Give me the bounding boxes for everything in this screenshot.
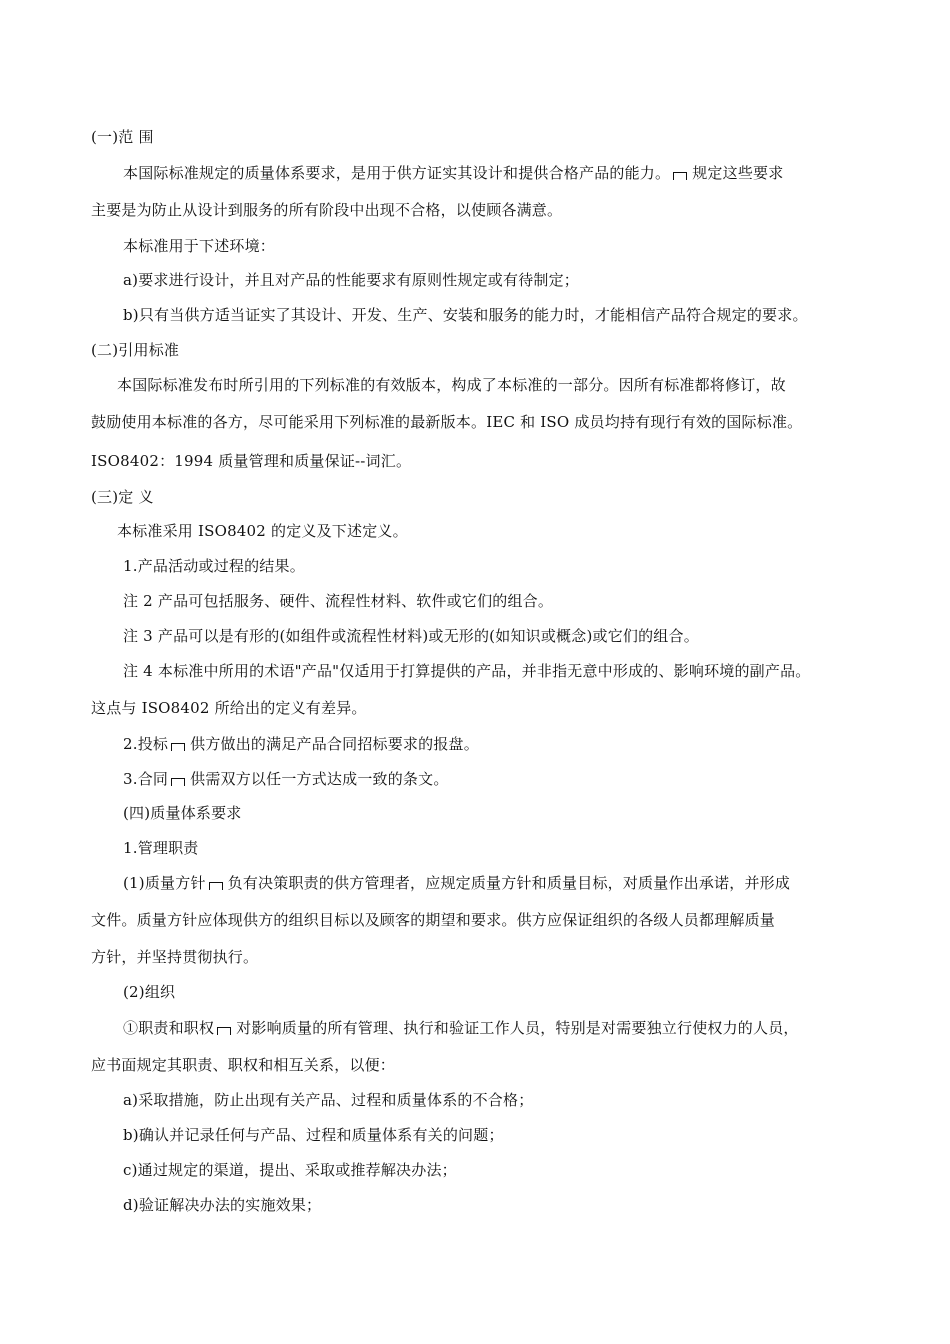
note-line: 注 3 产品可以是有形的(如组件或流程性材料)或无形的(如知识或概念)或它们的组合。	[123, 627, 699, 645]
paragraph-line: 鼓励使用本标准的各方，尽可能采用下列标准的最新版本。IEC 和 ISO 成员均持有现行有效的国际标准。	[91, 413, 803, 431]
paragraph-line	[123, 163, 783, 183]
paragraph-line: 这点与 ISO8402 所给出的定义有差异。	[91, 699, 367, 717]
subsection-heading: 1.管理职责	[123, 839, 199, 857]
note-line: 注 2 产品可包括服务、硬件、流程性材料、软件或它们的组合。	[123, 592, 554, 610]
text-run: 3.合同	[123, 770, 169, 788]
bracket-symbol-icon	[171, 778, 185, 786]
paragraph-line: 主要是为防止从设计到服务的所有阶段中出现不合格，以使顾各满意。	[91, 201, 563, 219]
section-heading-references: (二)引用标准	[91, 341, 180, 359]
paragraph-line: 文件。质量方针应体现供方的组织目标以及顾客的期望和要求。供方应保证组织的各级人员都理解质量	[91, 911, 776, 929]
text-run: 负有决策职责的供方管理者，应规定质量方针和质量目标，对质量作出承诺，并形成	[227, 874, 791, 892]
definition-item	[123, 769, 449, 789]
section-heading-definitions: (三)定 义	[91, 488, 154, 506]
text-run: ①职责和职权	[123, 1019, 215, 1037]
bracket-symbol-icon	[217, 1027, 231, 1035]
section-heading-scope: (一)范 围	[91, 128, 154, 146]
bracket-symbol-icon	[171, 743, 185, 751]
list-item: b)只有当供方适当证实了其设计、开发、生产、安装和服务的能力时，才能相信产品符合规定的要求。	[123, 306, 808, 324]
paragraph-line: 应书面规定其职责、职权和相互关系，以便：	[91, 1056, 396, 1074]
list-item: b)确认并记录任何与产品、过程和质量体系有关的问题；	[123, 1126, 504, 1144]
list-item: d)验证解决办法的实施效果；	[123, 1196, 322, 1214]
text-run: 规定这些要求	[692, 164, 784, 182]
paragraph-line	[123, 873, 790, 893]
text-run: (1)质量方针	[123, 874, 206, 892]
bracket-symbol-icon	[209, 882, 223, 890]
definition-item	[123, 734, 479, 754]
paragraph-line: 本标准采用 ISO8402 的定义及下述定义。	[117, 522, 408, 540]
section-heading-requirements: (四)质量体系要求	[123, 804, 242, 822]
paragraph-line: 本国际标准发布时所引用的下列标准的有效版本，构成了本标准的一部分。因所有标准都将修订，故	[117, 376, 786, 394]
text-run: 供方做出的满足产品合同招标要求的报盘。	[190, 735, 479, 753]
list-item: a)要求进行设计，并且对产品的性能要求有原则性规定或有待制定；	[123, 271, 579, 289]
text-run: 供需双方以任一方式达成一致的条文。	[190, 770, 449, 788]
paragraph-line	[123, 1018, 799, 1038]
subsection-heading: (2)组织	[123, 983, 176, 1001]
text-run: 对影响质量的所有管理、执行和验证工作人员，特别是对需要独立行使权力的人员，	[236, 1019, 799, 1037]
text-run: 2.投标	[123, 735, 169, 753]
paragraph-line: ISO8402：1994 质量管理和质量保证--词汇。	[91, 452, 412, 470]
text-run: 本国际标准规定的质量体系要求，是用于供方证实其设计和提供合格产品的能力。	[123, 164, 671, 182]
paragraph-line: 本标准用于下述环境：	[123, 237, 276, 255]
bracket-symbol-icon	[673, 172, 687, 180]
definition-item: 1.产品活动或过程的结果。	[123, 557, 305, 575]
paragraph-line: 方针，并坚持贯彻执行。	[91, 948, 259, 966]
note-line: 注 4 本标准中所用的术语"产品"仅适用于打算提供的产品，并非指无意中形成的、影响环境的副产品。	[123, 662, 811, 680]
list-item: c)通过规定的渠道，提出、采取或推荐解决办法；	[123, 1161, 457, 1179]
list-item: a)采取措施，防止出现有关产品、过程和质量体系的不合格；	[123, 1091, 534, 1109]
